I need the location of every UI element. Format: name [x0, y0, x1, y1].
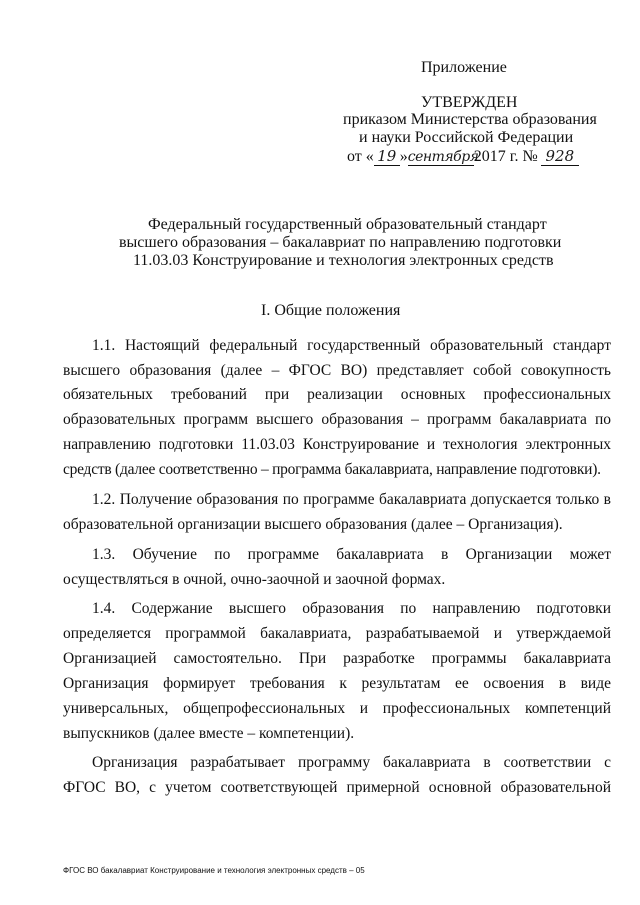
body-line: осуществляться в очной, очно-заочной и заочной формах.: [63, 571, 446, 588]
body-line: 1.2. Получение образования по программе бакалавриата допускается только в: [92, 491, 611, 508]
body-line: обязательных требований при реализации основных профессиональных: [63, 386, 611, 403]
appendix-label: Приложение: [421, 59, 507, 76]
order-date-line: [347, 147, 579, 166]
body-line: средств (далее соответственно – программа бакалавриата, направление подготовки).: [63, 461, 601, 478]
date-year: 2017 г. №: [473, 148, 538, 165]
document-title-line-1: Федеральный государственный образовательный стандарт: [148, 216, 547, 233]
body-line: образовательной организации высшего образования (далее – Организация).: [63, 516, 563, 533]
date-mid: »: [399, 148, 408, 165]
body-line: 1.1. Настоящий федеральный государственный образовательный стандарт: [92, 337, 611, 354]
body-line: 1.4. Содержание высшего образования по направлению подготовки: [92, 600, 611, 617]
body-line: универсальных, общепрофессиональных и профессиональных компетенций: [63, 700, 611, 717]
date-month-handwritten: сентября: [407, 149, 479, 165]
body-line: определяется программой бакалавриата, разрабатываемой и утверждаемой: [63, 625, 611, 642]
document-title-line-3: 11.03.03 Конструирование и технология электронных средств: [133, 252, 554, 269]
approved-label: УТВЕРЖДЕН: [421, 94, 518, 111]
body-line: направлению подготовки 11.03.03 Конструирование и технология электронных: [63, 436, 611, 453]
body-line: образовательных программ высшего образования – программ бакалавриата по: [63, 411, 611, 428]
section-heading: I. Общие положения: [261, 302, 401, 319]
order-line-1: приказом Министерства образования: [343, 111, 597, 128]
body-line: 1.3. Обучение по программе бакалавриата в Организации может: [92, 546, 611, 563]
body-line: высшего образования (далее – ФГОС ВО) представляет собой совокупность: [63, 362, 611, 379]
date-prefix: от «: [347, 148, 374, 165]
body-line: ФГОС ВО, с учетом соответствующей примерной основной образовательной: [63, 779, 611, 796]
body-line: Организацией самостоятельно. При разработке программы бакалавриата: [63, 650, 611, 667]
order-line-2: и науки Российской Федерации: [359, 129, 574, 146]
order-number-handwritten: 928: [541, 147, 579, 166]
body-line: Организация формирует требования к результатам ее освоения в виде: [63, 675, 611, 692]
date-day-handwritten: 19: [374, 147, 400, 166]
body-line: выпускников (далее вместе – компетенции).: [63, 725, 355, 742]
page-footer: ФГОС ВО бакалавриат Конструирование и технология электронных средств – 05: [63, 866, 365, 875]
document-title-line-2: высшего образования – бакалавриат по направлению подготовки: [119, 234, 562, 251]
body-line: Организация разрабатывает программу бакалавриата в соответствии с: [92, 754, 611, 771]
